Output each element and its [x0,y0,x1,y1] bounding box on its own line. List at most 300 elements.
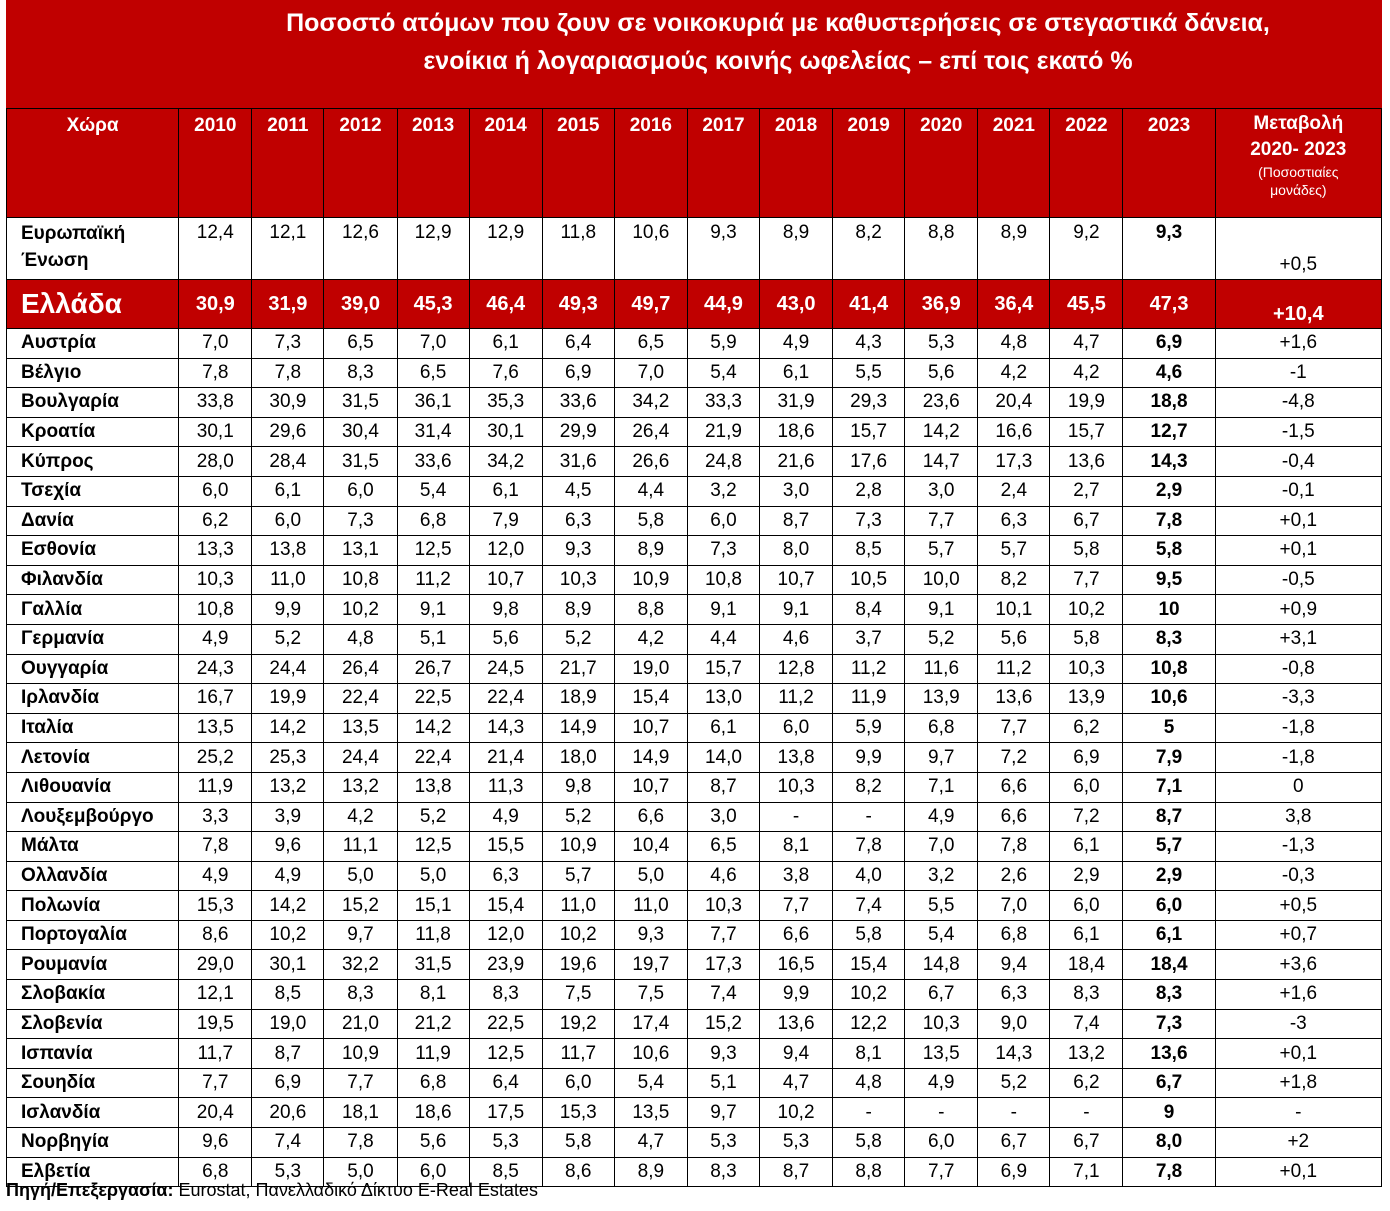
header-change-note-1: (Ποσοστιαίες [1258,164,1339,180]
header-year-2021: 2021 [978,109,1050,218]
row-value-2023: 6,9 [1123,329,1215,359]
row-value-2022: 7,2 [1050,802,1123,832]
row-value-2022: - [1050,1098,1123,1128]
row-change: -4,8 [1215,388,1381,418]
row-change: -3 [1215,1009,1381,1039]
row-value-2014: 8,5 [469,1157,542,1187]
row-value-2018: 9,9 [760,980,833,1010]
row-value-2022: 2,9 [1050,861,1123,891]
row-value-2022: 10,3 [1050,654,1123,684]
row-value-2022: 19,9 [1050,388,1123,418]
row-value-2020: 23,6 [905,388,978,418]
row-change: -0,1 [1215,476,1381,506]
row-value-2010: 16,7 [179,684,252,714]
row-value-2020: 9,1 [905,595,978,625]
row-value-2017: 21,9 [687,417,759,447]
row-change: -1,5 [1215,417,1381,447]
country-name: Αυστρία [7,329,179,359]
table-row [7,684,1382,714]
table-row [7,417,1382,447]
table-row [7,1068,1382,1098]
row-value-2010: 19,5 [179,1009,252,1039]
row-value-2010: 8,6 [179,920,252,950]
table-row [7,1039,1382,1069]
row-value-2010: 33,8 [179,388,252,418]
row-value-2016: 8,8 [614,595,687,625]
row-value-2019: 8,4 [833,595,905,625]
row-value-2014: 5,3 [469,1128,542,1158]
row-value-2022: 10,2 [1050,595,1123,625]
eu-value-2015: 11,8 [542,218,614,280]
row-change: +1,6 [1215,329,1381,359]
row-value-2016: 11,0 [614,891,687,921]
row-value-2019: 7,4 [833,891,905,921]
row-value-2020: 13,9 [905,684,978,714]
row-value-2013: 12,5 [397,536,469,566]
row-value-2010: 7,8 [179,358,252,388]
row-value-2019: 11,2 [833,654,905,684]
row-value-2013: 5,6 [397,1128,469,1158]
row-value-2016: 5,4 [614,1068,687,1098]
row-value-2012: 24,4 [324,743,397,773]
row-value-2021: 5,2 [978,1068,1050,1098]
row-value-2022: 6,9 [1050,743,1123,773]
row-value-2019: 7,8 [833,832,905,862]
table-row [7,329,1382,359]
row-value-2018: 3,8 [760,861,833,891]
row-value-2010: 25,2 [179,743,252,773]
table-row [7,595,1382,625]
row-value-2023: 18,4 [1123,950,1215,980]
row-value-2016: 4,2 [614,624,687,654]
row-value-2019: 29,3 [833,388,905,418]
row-value-2011: 14,2 [252,713,324,743]
row-value-2017: 24,8 [687,447,759,477]
row-value-2023: 10,8 [1123,654,1215,684]
header-change-note-2: μονάδες) [1270,182,1327,198]
row-value-2014: 15,5 [469,832,542,862]
row-value-2011: 24,4 [252,654,324,684]
header-year-2016: 2016 [614,109,687,218]
row-value-2017: 3,2 [687,476,759,506]
row-value-2011: 25,3 [252,743,324,773]
table-row [7,1009,1382,1039]
row-value-2019: 2,8 [833,476,905,506]
row-value-2023: 8,3 [1123,624,1215,654]
row-value-2011: 7,3 [252,329,324,359]
row-value-2012: 31,5 [324,388,397,418]
row-value-2013: 12,5 [397,832,469,862]
row-value-2016: 4,7 [614,1128,687,1158]
row-value-2021: 11,2 [978,654,1050,684]
row-value-2011: 10,2 [252,920,324,950]
row-value-2021: 20,4 [978,388,1050,418]
row-value-2020: 6,0 [905,1128,978,1158]
greece-change: +10,4 [1215,280,1381,329]
eu-row [7,218,1382,280]
country-name: Λουξεμβούργο [7,802,179,832]
greece-value-2021: 36,4 [978,280,1050,329]
row-value-2016: 19,7 [614,950,687,980]
country-name: Ελβετία [7,1157,179,1187]
country-name: Τσεχία [7,476,179,506]
row-value-2023: 7,3 [1123,1009,1215,1039]
greece-value-2022: 45,5 [1050,280,1123,329]
row-value-2023: 18,8 [1123,388,1215,418]
country-name: Ιρλανδία [7,684,179,714]
row-value-2013: 5,1 [397,624,469,654]
eu-value-2020: 8,8 [905,218,978,280]
row-value-2021: 8,2 [978,565,1050,595]
row-value-2011: 30,1 [252,950,324,980]
row-value-2018: 5,3 [760,1128,833,1158]
row-value-2014: 12,0 [469,536,542,566]
row-value-2019: 3,7 [833,624,905,654]
row-value-2011: 29,6 [252,417,324,447]
row-value-2018: 11,2 [760,684,833,714]
row-value-2019: 9,9 [833,743,905,773]
row-value-2016: 5,8 [614,506,687,536]
row-value-2010: 3,3 [179,802,252,832]
row-value-2016: 5,0 [614,861,687,891]
row-value-2014: 11,3 [469,772,542,802]
row-value-2012: 10,9 [324,1039,397,1069]
table-row [7,920,1382,950]
row-value-2012: 8,3 [324,358,397,388]
table-row [7,624,1382,654]
row-value-2011: 6,9 [252,1068,324,1098]
row-value-2010: 4,9 [179,624,252,654]
header-country: Χώρα [7,109,179,218]
row-value-2013: 13,8 [397,772,469,802]
row-value-2019: 5,5 [833,358,905,388]
country-name: Γαλλία [7,595,179,625]
row-value-2019: 5,9 [833,713,905,743]
row-value-2023: 6,1 [1123,920,1215,950]
row-value-2019: 10,2 [833,980,905,1010]
row-value-2011: 5,3 [252,1157,324,1187]
row-value-2013: 14,2 [397,713,469,743]
header-year-2013: 2013 [397,109,469,218]
row-value-2018: 21,6 [760,447,833,477]
table-row [7,861,1382,891]
source-label: Πηγή/Επεξεργασία: [6,1180,174,1200]
country-name: Ολλανδία [7,861,179,891]
row-value-2018: 8,1 [760,832,833,862]
row-value-2016: 10,4 [614,832,687,862]
row-value-2018: 7,7 [760,891,833,921]
row-value-2014: 30,1 [469,417,542,447]
eu-value-2012: 12,6 [324,218,397,280]
row-value-2017: 15,7 [687,654,759,684]
row-value-2022: 7,1 [1050,1157,1123,1187]
eu-value-2019: 8,2 [833,218,905,280]
table-row [7,536,1382,566]
row-value-2023: 8,0 [1123,1128,1215,1158]
row-value-2023: 13,6 [1123,1039,1215,1069]
country-name: Ουγγαρία [7,654,179,684]
row-value-2016: 10,7 [614,713,687,743]
row-value-2020: 5,7 [905,536,978,566]
eu-value-2013: 12,9 [397,218,469,280]
row-value-2015: 15,3 [542,1098,614,1128]
greece-value-2019: 41,4 [833,280,905,329]
row-value-2012: 32,2 [324,950,397,980]
row-value-2023: 5 [1123,713,1215,743]
eu-value-2021: 8,9 [978,218,1050,280]
eu-name-line-2: Ένωση [21,250,89,271]
row-value-2013: 11,8 [397,920,469,950]
row-value-2012: 4,8 [324,624,397,654]
row-value-2014: 7,9 [469,506,542,536]
row-value-2017: 9,1 [687,595,759,625]
row-change: +2 [1215,1128,1381,1158]
header-year-2022: 2022 [1050,109,1123,218]
row-value-2022: 6,7 [1050,1128,1123,1158]
row-value-2010: 7,7 [179,1068,252,1098]
row-value-2010: 7,8 [179,832,252,862]
country-name: Εσθονία [7,536,179,566]
row-value-2017: 3,0 [687,802,759,832]
row-value-2014: 34,2 [469,447,542,477]
row-value-2017: 7,4 [687,980,759,1010]
header-year-2023: 2023 [1123,109,1215,218]
row-change: -3,3 [1215,684,1381,714]
row-value-2014: 6,1 [469,329,542,359]
row-value-2020: 6,8 [905,713,978,743]
row-value-2017: 9,3 [687,1039,759,1069]
row-change: +1,8 [1215,1068,1381,1098]
row-value-2022: 13,9 [1050,684,1123,714]
row-value-2014: 22,4 [469,684,542,714]
row-value-2011: 4,9 [252,861,324,891]
row-change: - [1215,1098,1381,1128]
row-value-2011: 11,0 [252,565,324,595]
table-row [7,980,1382,1010]
row-value-2014: 8,3 [469,980,542,1010]
row-value-2013: 21,2 [397,1009,469,1039]
greece-value-2011: 31,9 [252,280,324,329]
row-value-2020: 13,5 [905,1039,978,1069]
row-value-2020: 14,7 [905,447,978,477]
row-value-2013: 7,0 [397,329,469,359]
header-change [1215,109,1381,218]
row-value-2010: 30,1 [179,417,252,447]
row-value-2023: 12,7 [1123,417,1215,447]
greece-value-2023: 47,3 [1123,280,1215,329]
row-value-2013: 11,9 [397,1039,469,1069]
row-value-2020: 3,2 [905,861,978,891]
header-year-2010: 2010 [179,109,252,218]
table-row [7,506,1382,536]
row-value-2014: 12,5 [469,1039,542,1069]
row-value-2023: 10,6 [1123,684,1215,714]
row-value-2021: 6,9 [978,1157,1050,1187]
row-value-2021: 4,2 [978,358,1050,388]
row-value-2017: 5,4 [687,358,759,388]
country-name: Νορβηγία [7,1128,179,1158]
row-value-2015: 10,2 [542,920,614,950]
row-value-2010: 15,3 [179,891,252,921]
row-value-2012: 21,0 [324,1009,397,1039]
header-year-2020: 2020 [905,109,978,218]
row-value-2022: 4,7 [1050,329,1123,359]
country-name: Μάλτα [7,832,179,862]
row-value-2023: 7,8 [1123,506,1215,536]
row-value-2016: 7,0 [614,358,687,388]
table-row [7,1098,1382,1128]
row-value-2020: 10,3 [905,1009,978,1039]
row-value-2022: 15,7 [1050,417,1123,447]
row-value-2012: 26,4 [324,654,397,684]
header-year-2011: 2011 [252,109,324,218]
row-value-2012: 10,2 [324,595,397,625]
table-row [7,565,1382,595]
row-value-2016: 6,5 [614,329,687,359]
country-name: Ιταλία [7,713,179,743]
row-change: +0,7 [1215,920,1381,950]
row-value-2021: 6,6 [978,772,1050,802]
row-change: -1,8 [1215,743,1381,773]
row-change: -0,8 [1215,654,1381,684]
row-change: -0,4 [1215,447,1381,477]
row-value-2011: 8,5 [252,980,324,1010]
row-value-2021: 9,4 [978,950,1050,980]
row-value-2019: 15,7 [833,417,905,447]
row-value-2019: 5,8 [833,1128,905,1158]
table-row [7,802,1382,832]
row-value-2021: 7,0 [978,891,1050,921]
greece-value-2010: 30,9 [179,280,252,329]
table-row [7,832,1382,862]
row-value-2021: 14,3 [978,1039,1050,1069]
row-value-2014: 21,4 [469,743,542,773]
row-value-2010: 13,5 [179,713,252,743]
row-value-2015: 9,3 [542,536,614,566]
row-value-2019: - [833,802,905,832]
row-value-2016: 4,4 [614,476,687,506]
row-value-2018: 6,1 [760,358,833,388]
row-value-2023: 7,1 [1123,772,1215,802]
table-row [7,1128,1382,1158]
row-value-2023: 7,9 [1123,743,1215,773]
table-row [7,654,1382,684]
row-value-2018: 4,7 [760,1068,833,1098]
row-value-2018: 12,8 [760,654,833,684]
row-value-2017: 17,3 [687,950,759,980]
greece-row [7,280,1382,329]
header-row [7,109,1382,218]
row-value-2019: 4,8 [833,1068,905,1098]
row-value-2015: 4,5 [542,476,614,506]
row-value-2015: 21,7 [542,654,614,684]
row-change: +0,1 [1215,1039,1381,1069]
row-value-2014: 23,9 [469,950,542,980]
row-value-2010: 6,0 [179,476,252,506]
row-value-2023: 8,7 [1123,802,1215,832]
row-value-2018: 4,9 [760,329,833,359]
row-value-2011: 9,9 [252,595,324,625]
country-name: Κύπρος [7,447,179,477]
row-value-2016: 10,7 [614,772,687,802]
row-value-2011: 5,2 [252,624,324,654]
row-change: +3,6 [1215,950,1381,980]
row-value-2020: 4,9 [905,802,978,832]
row-value-2011: 19,0 [252,1009,324,1039]
row-value-2022: 5,8 [1050,624,1123,654]
row-value-2022: 18,4 [1050,950,1123,980]
row-value-2018: 13,8 [760,743,833,773]
greece-value-2018: 43,0 [760,280,833,329]
row-value-2012: 5,0 [324,861,397,891]
row-value-2017: 6,1 [687,713,759,743]
row-value-2015: 11,7 [542,1039,614,1069]
row-value-2011: 13,8 [252,536,324,566]
country-eu [7,218,179,280]
table-row [7,950,1382,980]
title-line-1: Ποσοστό ατόμων που ζουν σε νοικοκυριά με καθυστερήσεις σε στεγαστικά δάνεια, [286,9,1270,37]
row-value-2015: 7,5 [542,980,614,1010]
row-value-2018: 8,7 [760,1157,833,1187]
row-value-2020: 14,2 [905,417,978,447]
row-value-2020: 14,8 [905,950,978,980]
row-value-2010: 24,3 [179,654,252,684]
greece-value-2012: 39,0 [324,280,397,329]
row-value-2014: 7,6 [469,358,542,388]
row-value-2017: 8,3 [687,1157,759,1187]
row-value-2019: 8,2 [833,772,905,802]
row-value-2021: 5,6 [978,624,1050,654]
country-name: Δανία [7,506,179,536]
row-value-2023: 6,0 [1123,891,1215,921]
row-value-2012: 5,0 [324,1157,397,1187]
header-year-2014: 2014 [469,109,542,218]
row-value-2016: 14,9 [614,743,687,773]
country-name: Βέλγιο [7,358,179,388]
row-value-2011: 30,9 [252,388,324,418]
country-name: Πολωνία [7,891,179,921]
header-year-2019: 2019 [833,109,905,218]
row-value-2022: 6,1 [1050,832,1123,862]
row-value-2016: 26,4 [614,417,687,447]
row-value-2018: 3,0 [760,476,833,506]
row-value-2020: 5,2 [905,624,978,654]
row-value-2019: 5,8 [833,920,905,950]
row-value-2017: 10,3 [687,891,759,921]
row-value-2017: 14,0 [687,743,759,773]
row-value-2014: 15,4 [469,891,542,921]
row-value-2017: 15,2 [687,1009,759,1039]
row-value-2021: 6,8 [978,920,1050,950]
row-value-2021: 6,6 [978,802,1050,832]
row-value-2013: 6,8 [397,506,469,536]
row-value-2021: 6,3 [978,980,1050,1010]
row-value-2012: 11,1 [324,832,397,862]
row-value-2018: 6,6 [760,920,833,950]
row-value-2020: 7,1 [905,772,978,802]
row-value-2020: 5,4 [905,920,978,950]
country-name: Βουλγαρία [7,388,179,418]
row-value-2017: 7,3 [687,536,759,566]
row-value-2013: 31,5 [397,950,469,980]
row-value-2018: 8,0 [760,536,833,566]
row-value-2020: 11,6 [905,654,978,684]
row-value-2010: 10,3 [179,565,252,595]
row-value-2020: 10,0 [905,565,978,595]
row-change: +0,1 [1215,536,1381,566]
row-value-2013: 5,4 [397,476,469,506]
row-value-2015: 19,6 [542,950,614,980]
